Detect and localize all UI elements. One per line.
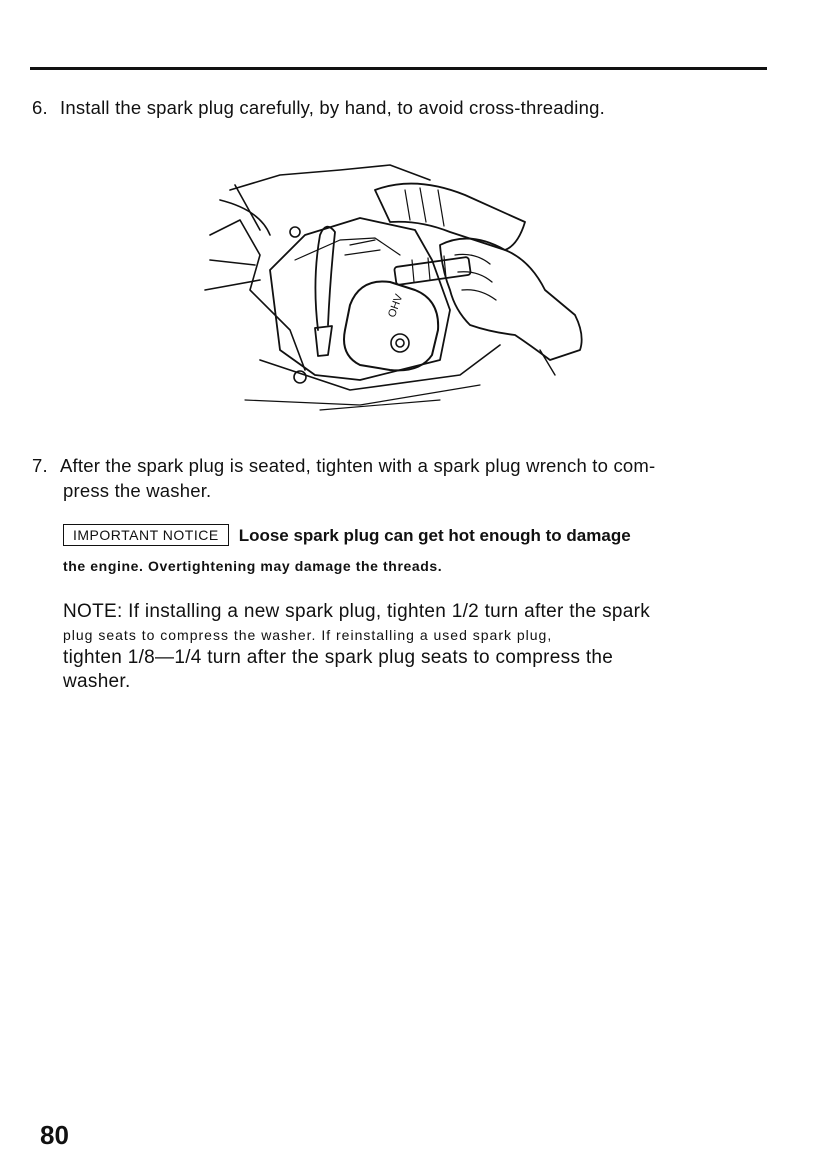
note-line2: plug seats to compress the washer. If reinstalling a used spark plug, (63, 627, 553, 643)
rocker-cover (344, 281, 438, 370)
note-block (63, 600, 773, 694)
step-7-text-line2: press the washer. (63, 480, 212, 501)
note-line1: NOTE: If installing a new spark plug, tighten 1/2 turn after the spark (63, 601, 651, 622)
engine-left-contour (210, 220, 305, 370)
cylinder-head (270, 218, 450, 380)
important-notice-text-line2: the engine. Overtightening may damage the threads. (63, 558, 443, 574)
note-line4: washer. (63, 671, 131, 692)
ohv-label: OHV (386, 292, 406, 320)
step-7-number: 7. (32, 455, 48, 476)
important-notice-text-line1: Loose spark plug can get hot enough to damage (238, 526, 631, 545)
important-notice (63, 524, 773, 548)
header-rule (30, 67, 767, 70)
step-6 (32, 95, 774, 120)
spark-plug-wire (315, 227, 335, 330)
step-6-text: Install the spark plug carefully, by hand, to avoid cross-threading. (60, 97, 605, 118)
step-6-number: 6. (32, 97, 48, 118)
step-7-text-line1: After the spark plug is seated, tighten with a spark plug wrench to com- (60, 455, 656, 476)
cover-bolt (391, 334, 409, 352)
page-number: 80 (40, 1120, 69, 1150)
spark-plug (394, 257, 471, 285)
step-7 (32, 453, 774, 503)
note-line3: tighten 1/8—1/4 turn after the spark plug seats to compress the (63, 647, 614, 668)
hand (440, 239, 582, 360)
spark-plug-illustration (200, 160, 590, 415)
shroud-line-2 (235, 185, 260, 230)
intake-hose (375, 184, 525, 250)
engine-top-contour (230, 165, 430, 190)
important-notice-badge: IMPORTANT NOTICE (63, 524, 229, 546)
